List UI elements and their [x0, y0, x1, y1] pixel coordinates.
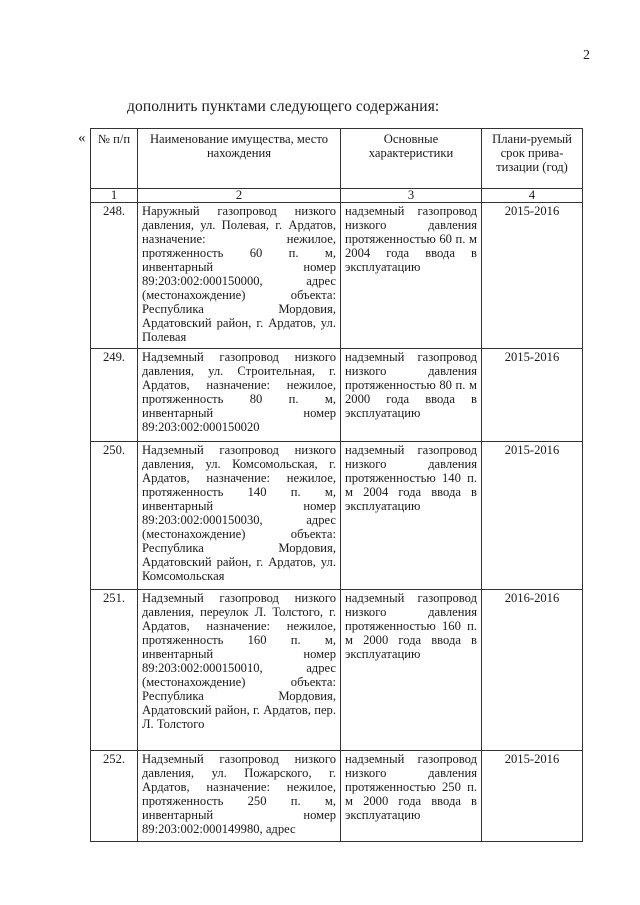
property-name: Надземный газопровод низкого давления, ул. Строительная, г. Ардатов, назначение: нежилое, протяженность 80 п. м, инвентарный номер 89:203:002:000150020: [138, 349, 341, 442]
privatization-term: 2016-2016: [482, 590, 583, 751]
property-name: Наружный газопровод низкого давления, ул. Полевая, г. Ардатов, назначение: нежилое, протяженность 60 п. м, инвентарный номер 89:203:002:000150000, адрес (местонахождение) объекта: Республика Мордовия, Ардатовский район, г. Ардатов, ул. Полевая: [138, 203, 341, 349]
privatization-term: 2015-2016: [482, 442, 583, 590]
property-characteristics: надземный газопровод низкого давления протяженностью 160 п. м 2000 года ввода в эксплуатацию: [341, 590, 482, 751]
header-characteristics: Основные характеристики: [341, 129, 482, 189]
property-name: Надземный газопровод низкого давления, ул. Комсомольская, г. Ардатов, назначение: нежилое, протяженность 140 п. м, инвентарный номер 89:203:002:000150030, адрес (местонахождение) объекта: Республика Мордовия, Ардатовский район, г. Ардатов, ул. Комсомольская: [138, 442, 341, 590]
property-characteristics: надземный газопровод низкого давления протяженностью 250 п. м 2000 года ввода в эксплуатацию: [341, 751, 482, 842]
property-name: Надземный газопровод низкого давления, переулок Л. Толстого, г. Ардатов, назначение: нежилое, протяженность 160 п. м, инвентарный номер 89:203:002:000150010, адрес (местонахождение) объекта: Республика Мордовия, Ардатовский район, г. Ардатов, пер. Л. Толстого: [138, 590, 341, 751]
header-number: № п/п: [91, 129, 138, 189]
property-name: Надземный газопровод низкого давления, ул. Пожарского, г. Ардатов, назначение: нежилое, протяженность 250 п. м, инвентарный номер 89:203:002:000149980, адрес: [138, 751, 341, 842]
row-number: 248.: [91, 203, 138, 349]
column-number: 4: [482, 189, 583, 203]
property-characteristics: надземный газопровод низкого давления протяженностью 60 п. м 2004 года ввода в эксплуатацию: [341, 203, 482, 349]
table-row: [91, 442, 583, 590]
header-name-location: Наименование имущества, место нахождения: [138, 129, 341, 189]
row-number: 251.: [91, 590, 138, 751]
header-privatization-term: Плани-руемый срок прива-тизации (год): [482, 129, 583, 189]
property-table: [90, 128, 583, 842]
privatization-term: 2015-2016: [482, 349, 583, 442]
property-characteristics: надземный газопровод низкого давления протяженностью 80 п. м 2000 года ввода в эксплуатацию: [341, 349, 482, 442]
opening-quote: «: [78, 130, 86, 146]
row-number: 250.: [91, 442, 138, 590]
column-number: 1: [91, 189, 138, 203]
column-number-row: [91, 189, 583, 203]
privatization-term: 2015-2016: [482, 203, 583, 349]
table-row: [91, 590, 583, 751]
page-number: 2: [583, 48, 590, 63]
column-number: 3: [341, 189, 482, 203]
privatization-term: 2015-2016: [482, 751, 583, 842]
table-header-row: [91, 129, 583, 189]
column-number: 2: [138, 189, 341, 203]
row-number: 252.: [91, 751, 138, 842]
table-row: [91, 751, 583, 842]
intro-text: дополнить пунктами следующего содержания:: [127, 98, 440, 115]
table-row: [91, 349, 583, 442]
property-characteristics: надземный газопровод низкого давления протяженностью 140 п. м 2004 года ввода в эксплуатацию: [341, 442, 482, 590]
row-number: 249.: [91, 349, 138, 442]
table-row: [91, 203, 583, 349]
